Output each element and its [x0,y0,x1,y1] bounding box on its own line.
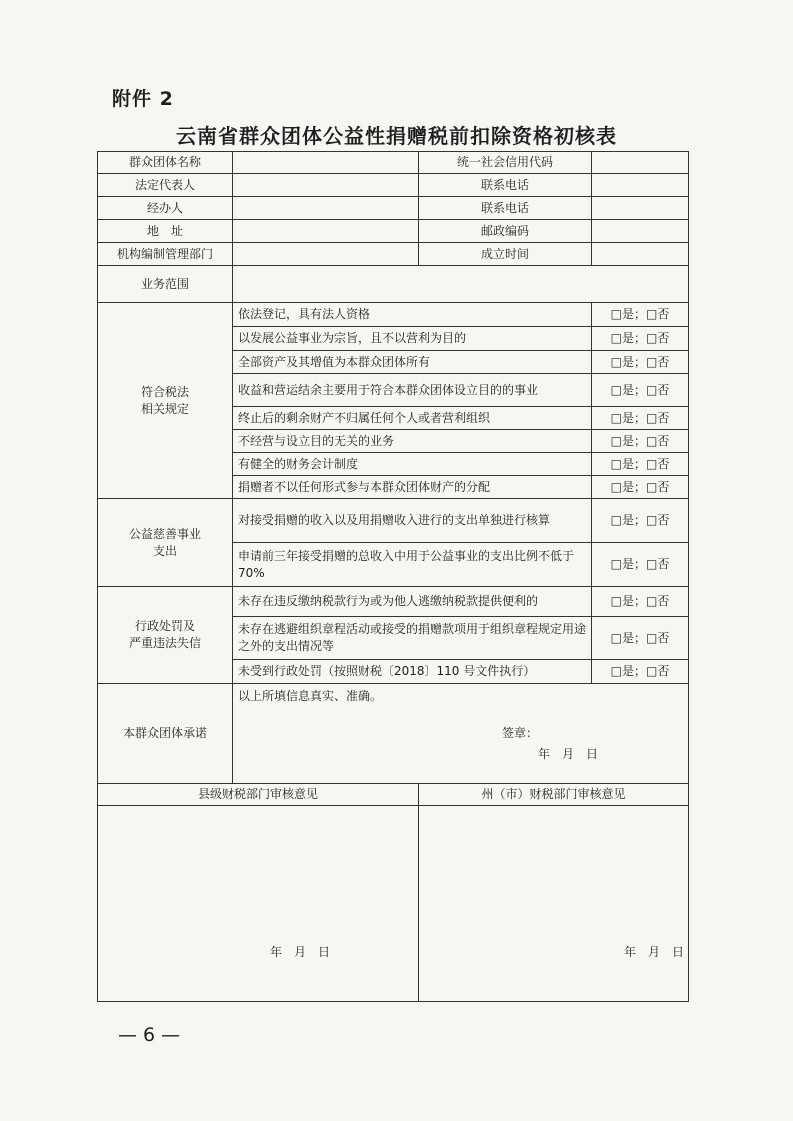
info-value-field[interactable] [233,197,419,220]
promise-label: 本群众团体承诺 [98,684,233,784]
info-row [98,197,689,220]
info-label: 成立时间 [419,243,592,266]
promise-row [98,684,689,784]
criteria-text: 对接受捐赠的收入以及用捐赠收入进行的支出单独进行核算 [233,499,592,543]
page-number: — 6 — [118,1024,181,1046]
review-header-row [98,784,689,806]
info-label: 统一社会信用代码 [419,152,592,174]
info-value-field[interactable] [592,152,689,174]
prefecture-review-date: 年 月 日 [624,945,685,959]
info-value-field[interactable] [233,174,419,197]
county-review-date: 年 月 日 [270,945,331,959]
yes-no-checkbox[interactable]: □是；□否 [592,351,689,374]
section-label: 行政处罚及 严重违法失信 [98,587,233,684]
basic-info [98,152,689,303]
info-value-field[interactable] [592,220,689,243]
criteria-text: 全部资产及其增值为本群众团体所有 [233,351,592,374]
info-value-field[interactable] [592,197,689,220]
info-label: 经办人 [98,197,233,220]
info-label: 地 址 [98,220,233,243]
criteria-text: 依法登记，具有法人资格 [233,303,592,327]
criteria-text: 未存在违反缴纳税款行为或为他人逃缴纳税款提供便利的 [233,587,592,617]
yes-no-checkbox[interactable]: □是；□否 [592,617,689,660]
yes-no-checkbox[interactable]: □是；□否 [592,327,689,351]
info-value-field[interactable] [233,152,419,174]
review-body-row [98,806,689,1002]
info-value-field[interactable] [233,243,419,266]
info-value-field[interactable] [233,220,419,243]
yes-no-checkbox[interactable]: □是；□否 [592,476,689,499]
section-label: 符合税法 相关规定 [98,303,233,499]
criteria-text: 捐赠者不以任何形式参与本群众团体财产的分配 [233,476,592,499]
tax-law-section [98,303,689,499]
info-row [98,243,689,266]
criteria-row [98,499,689,543]
yes-no-checkbox[interactable]: □是；□否 [592,430,689,453]
criteria-text: 收益和营运结余主要用于符合本群众团体设立目的的事业 [233,374,592,407]
info-row [98,220,689,243]
county-review-field[interactable] [98,806,419,1002]
criteria-text: 不经营与设立目的无关的业务 [233,430,592,453]
yes-no-checkbox[interactable]: □是；□否 [592,587,689,617]
business-scope-label: 业务范围 [98,266,233,303]
yes-no-checkbox[interactable]: □是；□否 [592,303,689,327]
yes-no-checkbox[interactable]: □是；□否 [592,543,689,587]
criteria-text: 申请前三年接受捐赠的总收入中用于公益事业的支出比例不低于 70% [233,543,592,587]
info-row [98,152,689,174]
prefecture-review-field[interactable] [419,806,689,1002]
criteria-text: 有健全的财务会计制度 [233,453,592,476]
penalty-section [98,587,689,684]
business-scope-row [98,266,689,303]
charity-expense-section [98,499,689,587]
criteria-text: 未存在逃避组织章程活动或接受的捐赠款项用于组织章程规定用途之外的支出情况等 [233,617,592,660]
form-title: 云南省群众团体公益性捐赠税前扣除资格初核表 [176,124,617,148]
yes-no-checkbox[interactable]: □是；□否 [592,407,689,430]
business-scope-field[interactable] [233,266,689,303]
info-label: 邮政编码 [419,220,592,243]
criteria-text: 终止后的剩余财产不归属任何个人或者营利组织 [233,407,592,430]
info-label: 联系电话 [419,197,592,220]
promise-text: 以上所填信息真实、准确。 [238,689,383,703]
promise-date: 年 月 日 [538,747,599,761]
yes-no-checkbox[interactable]: □是；□否 [592,453,689,476]
yes-no-checkbox[interactable]: □是；□否 [592,660,689,684]
info-value-field[interactable] [592,174,689,197]
criteria-text: 未受到行政处罚（按照财税〔2018〕110 号文件执行） [233,660,592,684]
info-label: 机构编制管理部门 [98,243,233,266]
attachment-label: 附件 2 [112,88,174,110]
criteria-text: 以发展公益事业为宗旨，且不以营利为目的 [233,327,592,351]
info-row [98,174,689,197]
criteria-row [98,587,689,617]
review-section [98,784,689,1002]
info-value-field[interactable] [592,243,689,266]
info-label: 群众团体名称 [98,152,233,174]
info-label: 联系电话 [419,174,592,197]
signature-label: 签章： [502,726,539,740]
promise-field[interactable] [233,684,689,784]
prefecture-review-label: 州（市）财税部门审核意见 [419,784,689,806]
promise-section [98,684,689,784]
qualification-form [97,151,689,1002]
yes-no-checkbox[interactable]: □是；□否 [592,499,689,543]
criteria-row [98,303,689,327]
section-label: 公益慈善事业 支出 [98,499,233,587]
county-review-label: 县级财税部门审核意见 [98,784,419,806]
yes-no-checkbox[interactable]: □是；□否 [592,374,689,407]
info-label: 法定代表人 [98,174,233,197]
